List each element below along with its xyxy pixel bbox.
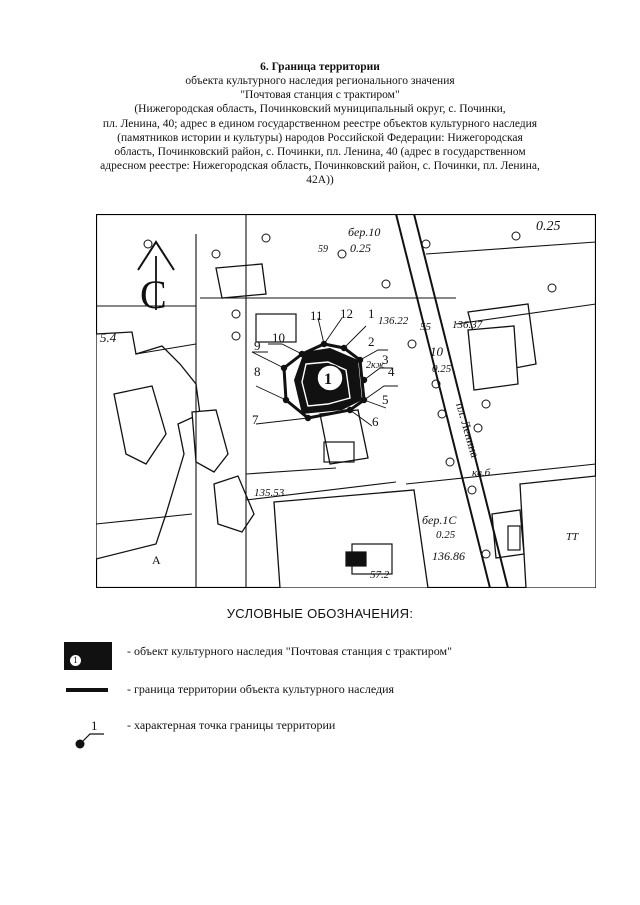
legend-text: - граница территории объекта культурного наследия bbox=[127, 682, 395, 696]
legend-point-number: 1 bbox=[91, 718, 98, 733]
legend-object-number: 1 bbox=[69, 654, 82, 667]
street-label: пл. Ленина bbox=[453, 400, 483, 460]
map-label: 2кж bbox=[366, 360, 385, 371]
map-label: А bbox=[152, 553, 161, 567]
boundary-line-symbol bbox=[66, 688, 108, 692]
point-label: 9 bbox=[254, 338, 261, 353]
legend-item-boundary bbox=[0, 680, 640, 720]
point-label: 5 bbox=[382, 392, 389, 407]
object-number: 1 bbox=[324, 371, 332, 388]
heading-line: адресном реестре: Нижегородская область, Починковский район, с. Починки, пл. Ленина, bbox=[100, 160, 540, 173]
map-label: 55 bbox=[420, 321, 431, 333]
map-label: 136.22 bbox=[378, 315, 409, 327]
map-label: 0.25 bbox=[536, 219, 561, 234]
map-label: 57.2 bbox=[370, 569, 390, 581]
heading-line: (памятников истории и культуры) народов Российской Федерации: Нижегородская bbox=[117, 131, 523, 144]
legend-text: - объект культурного наследия "Почтовая станция с трактиром" bbox=[127, 644, 452, 658]
legend-title: УСЛОВНЫЕ ОБОЗНАЧЕНИЯ: bbox=[226, 606, 414, 621]
point-label: 1 bbox=[368, 306, 375, 321]
point-label: 7 bbox=[252, 412, 259, 427]
heading-line: (Нижегородская область, Починковский муниципальный округ, с. Починки, bbox=[134, 103, 506, 116]
heading-line: пл. Ленина, 40; адрес в едином государственном реестре объектов культурного наследия bbox=[102, 117, 538, 130]
map-label: бер.1С bbox=[422, 513, 457, 527]
map-label: 136.37 bbox=[452, 319, 483, 331]
map-label: 135.53 bbox=[254, 487, 285, 499]
building bbox=[520, 476, 596, 588]
point-label: 10 bbox=[272, 330, 285, 345]
map-label: 0.25 bbox=[350, 241, 371, 255]
building bbox=[216, 264, 266, 298]
map-label: 0.25 bbox=[432, 363, 452, 375]
point-label: 12 bbox=[340, 306, 353, 321]
building bbox=[468, 326, 518, 390]
heading-line: объекта культурного наследия регионального значения bbox=[185, 75, 455, 87]
legend-object-symbol bbox=[64, 642, 112, 670]
legend-item-point bbox=[0, 716, 640, 756]
heading bbox=[0, 60, 640, 188]
heading-line: 42А)) bbox=[306, 174, 334, 187]
map-label: 0.25 bbox=[436, 529, 456, 541]
page-title: 6. Граница территории bbox=[260, 61, 380, 73]
heading-line: "Почтовая станция с трактиром" bbox=[240, 89, 400, 102]
point-label: 3 bbox=[382, 352, 389, 367]
map-label: бер.10 bbox=[348, 225, 381, 239]
map-label: ТТ bbox=[566, 531, 579, 543]
map-label: кв.б bbox=[472, 467, 491, 479]
point-label: 11 bbox=[310, 308, 323, 323]
map-label: 5.4 bbox=[100, 330, 117, 345]
point-label: 6 bbox=[372, 414, 379, 429]
legend-text: - характерная точка границы территории bbox=[127, 718, 336, 732]
map-label: 136.86 bbox=[432, 549, 465, 563]
building bbox=[274, 490, 428, 588]
point-label: 2 bbox=[368, 334, 375, 349]
point-label: 8 bbox=[254, 364, 261, 379]
building bbox=[346, 552, 366, 566]
map-label: 59 bbox=[318, 244, 328, 255]
legend-item-object bbox=[0, 642, 640, 682]
north-label: С bbox=[140, 272, 167, 317]
map-label: 10 bbox=[430, 344, 443, 359]
point-label: 4 bbox=[388, 364, 395, 379]
boundary-point-symbol bbox=[72, 716, 112, 756]
map bbox=[96, 214, 596, 588]
heading-line: область, Починковский район, с. Починки, пл. Ленина, 40 (адрес в государственном bbox=[114, 146, 526, 159]
